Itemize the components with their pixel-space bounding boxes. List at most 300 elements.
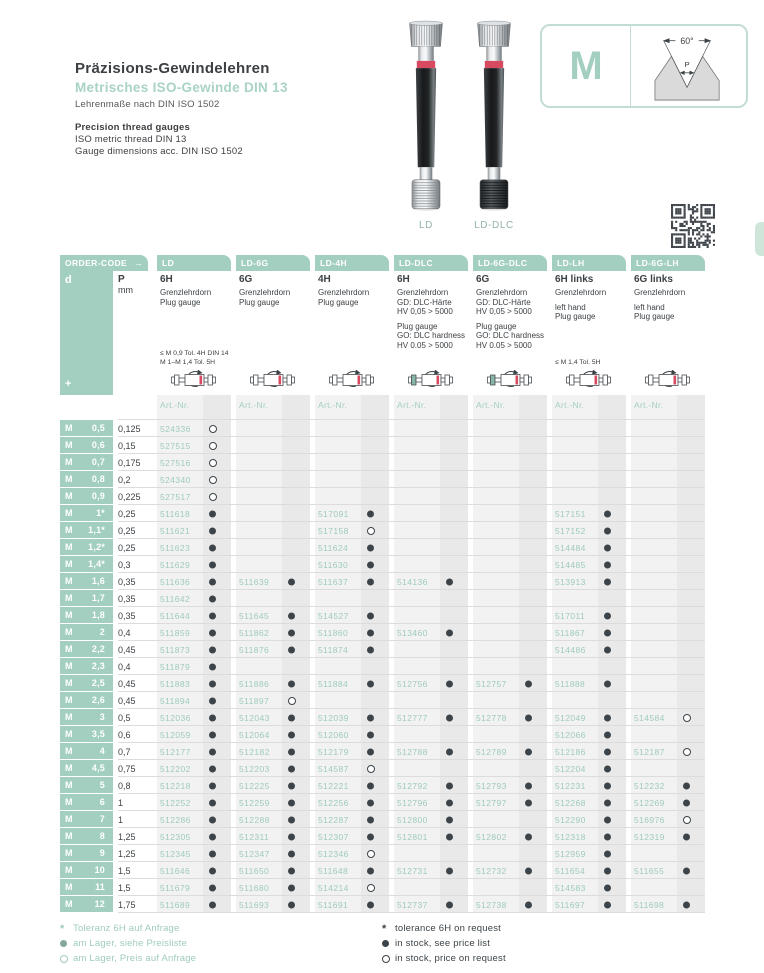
row-label: M 1,8 — [60, 607, 113, 623]
stock-indicator-filled — [604, 561, 611, 568]
art-nr-label: Art.-Nr. — [552, 395, 626, 420]
art-cell — [394, 590, 468, 607]
desc-line: GD: DLC-Härte — [397, 297, 452, 307]
stock-indicator-filled — [288, 748, 295, 755]
art-cell — [552, 522, 626, 539]
footnote — [60, 951, 196, 966]
art-cell — [157, 794, 231, 811]
art-cell — [552, 675, 626, 692]
asterisk-marker: * — [382, 922, 387, 935]
art-number: 512218 — [160, 780, 191, 791]
row-label: M 2,3 — [60, 658, 113, 674]
art-cell — [473, 454, 547, 471]
table-row — [60, 845, 710, 862]
plug-gauge-photo-ld — [397, 199, 455, 216]
art-cell — [236, 437, 310, 454]
stock-indicator-filled — [209, 867, 216, 874]
table-row — [60, 794, 710, 811]
table-row — [60, 811, 710, 828]
stock-indicator-filled — [604, 714, 611, 721]
stock-indicator-filled — [367, 816, 374, 823]
stock-indicator-filled — [367, 561, 374, 568]
pitch-value: 0,8 — [118, 780, 131, 791]
art-number: 512757 — [476, 678, 507, 689]
stock-indicator-filled — [525, 714, 532, 721]
art-number: 511621 — [160, 525, 191, 536]
art-cell — [236, 488, 310, 505]
table-description-row — [60, 271, 710, 395]
stock-indicator-filled — [446, 748, 453, 755]
art-cell — [631, 692, 705, 709]
art-cell — [552, 454, 626, 471]
art-cell — [631, 709, 705, 726]
art-number: 512036 — [160, 712, 191, 723]
desc-line: Plug gauge — [397, 321, 438, 331]
art-cell — [473, 641, 547, 658]
art-cell — [631, 556, 705, 573]
desc-line: Plug gauge — [239, 297, 280, 307]
art-cell — [157, 675, 231, 692]
stock-indicator-filled — [604, 816, 611, 823]
thread-symbol: M — [542, 26, 631, 106]
art-number: 513913 — [555, 576, 586, 587]
art-cell — [157, 590, 231, 607]
stock-indicator-filled — [604, 833, 611, 840]
art-cell — [631, 760, 705, 777]
art-number: 512789 — [476, 746, 507, 757]
art-number: 512756 — [397, 678, 428, 689]
diameter-label: d — [65, 274, 72, 286]
row-label: M 1,4* — [60, 556, 113, 572]
row-label: M 1,2* — [60, 539, 113, 555]
art-cell — [157, 488, 231, 505]
pitch-value: 0,45 — [118, 644, 136, 655]
art-number: 511873 — [160, 644, 191, 655]
row-label: M 0,6 — [60, 437, 113, 453]
stock-indicator-open — [209, 476, 217, 484]
art-number: 511862 — [239, 627, 270, 638]
stock-indicator-filled — [209, 595, 216, 602]
art-number: 511886 — [239, 678, 270, 689]
art-cell — [394, 488, 468, 505]
art-cell — [394, 573, 468, 590]
art-number: 512231 — [555, 780, 586, 791]
pitch-value: 1 — [118, 797, 124, 808]
art-number: 511654 — [555, 865, 586, 876]
art-number: 511884 — [318, 678, 349, 689]
pitch-value: 0,5 — [118, 712, 131, 723]
art-cell — [473, 811, 547, 828]
row-label: M 12 — [60, 896, 113, 912]
art-cell — [552, 760, 626, 777]
art-cell — [631, 488, 705, 505]
art-cell — [552, 811, 626, 828]
plug-gauge-icon — [566, 370, 612, 390]
stock-indicator-filled — [525, 901, 532, 908]
art-cell — [473, 726, 547, 743]
art-cell — [315, 556, 389, 573]
art-number: 511636 — [160, 576, 191, 587]
stock-indicator-filled — [683, 799, 690, 806]
desc-line: Grenzlehrdorn — [476, 288, 528, 297]
art-cell — [631, 437, 705, 454]
stock-indicator-filled — [367, 714, 374, 721]
gauge-label-ld: LD — [419, 220, 433, 231]
art-cell — [394, 828, 468, 845]
art-cell — [631, 811, 705, 828]
stock-indicator-open — [683, 816, 691, 824]
stock-indicator-filled — [604, 544, 611, 551]
footnote-text: in stock, price on request — [395, 953, 506, 964]
art-number: 524336 — [160, 423, 191, 434]
art-cell — [473, 607, 547, 624]
art-number: 512225 — [239, 780, 270, 791]
plug-gauge-icon — [171, 370, 217, 390]
row-label: M 2,5 — [60, 675, 113, 691]
art-cell — [631, 777, 705, 794]
stock-indicator-filled — [288, 884, 295, 891]
footnote-text: am Lager, siehe Preisliste — [73, 938, 187, 949]
row-label: M 1,1* — [60, 522, 113, 538]
column-desc-LD — [157, 271, 231, 395]
art-cell — [631, 879, 705, 896]
art-cell — [236, 420, 310, 437]
art-cell — [236, 879, 310, 896]
stock-indicator-filled — [525, 799, 532, 806]
art-cell — [394, 624, 468, 641]
stock-indicator-filled — [367, 578, 374, 585]
art-number: 512737 — [397, 899, 428, 910]
footnote-text: tolerance 6H on request — [395, 923, 501, 934]
plug-gauge-icon — [487, 370, 533, 390]
row-label: M 1,6 — [60, 573, 113, 589]
pitch-value: 0,35 — [118, 610, 136, 621]
art-cell — [552, 658, 626, 675]
art-cell — [631, 726, 705, 743]
footnote — [382, 921, 506, 936]
filled-dot-marker — [382, 940, 395, 947]
art-cell — [157, 726, 231, 743]
art-number: 511876 — [239, 644, 270, 655]
art-cell — [631, 522, 705, 539]
art-cell — [473, 420, 547, 437]
stock-indicator-filled — [367, 629, 374, 636]
art-cell — [552, 573, 626, 590]
art-cell — [315, 760, 389, 777]
art-number: 511860 — [318, 627, 349, 638]
stock-indicator-filled — [288, 867, 295, 874]
stock-indicator-open — [288, 697, 296, 705]
art-number: 511894 — [160, 695, 191, 706]
column-desc-LD-6G-LH — [631, 271, 705, 395]
tolerance-label: 6H — [397, 274, 410, 285]
stock-indicator-filled — [209, 697, 216, 704]
stock-indicator-filled — [525, 680, 532, 687]
footnote-text: am Lager, Preis auf Anfrage — [73, 953, 197, 964]
art-number: 512182 — [239, 746, 270, 757]
table-body — [60, 420, 710, 913]
art-number: 512049 — [555, 712, 586, 723]
order-code-bar — [60, 255, 148, 271]
stock-indicator-filled — [288, 901, 295, 908]
stock-indicator-open — [367, 527, 375, 535]
art-cell — [552, 794, 626, 811]
stock-indicator-filled — [367, 833, 374, 840]
row-label: M 8 — [60, 828, 113, 844]
tolerance-note: ≤ M 1,4 Tol. 5H — [555, 358, 601, 366]
pitch-value: 0,45 — [118, 678, 136, 689]
art-number: 511618 — [160, 508, 191, 519]
stock-indicator-filled — [209, 612, 216, 619]
stock-indicator-filled — [288, 731, 295, 738]
art-nr-label: Art.-Nr. — [394, 395, 468, 420]
art-cell — [157, 420, 231, 437]
art-cell — [473, 675, 547, 692]
art-cell — [473, 743, 547, 760]
column-header-LD-6G-DLC: LD-6G-DLC — [473, 255, 547, 271]
art-number: 512187 — [634, 746, 665, 757]
table-row — [60, 488, 710, 505]
art-cell — [631, 420, 705, 437]
stock-indicator-filled — [446, 782, 453, 789]
art-nr-label: Art.-Nr. — [631, 395, 705, 420]
art-cell — [315, 777, 389, 794]
stock-indicator-filled — [604, 510, 611, 517]
art-number: 512259 — [239, 797, 270, 808]
profile-angle-label: 60° — [679, 36, 694, 47]
art-cell — [315, 862, 389, 879]
stock-indicator-filled — [209, 850, 216, 857]
stock-indicator-filled — [209, 680, 216, 687]
art-number: 511867 — [555, 627, 586, 638]
row-label: M 11 — [60, 879, 113, 895]
art-number: 511689 — [160, 899, 191, 910]
table-row — [60, 828, 710, 845]
art-cell — [394, 522, 468, 539]
row-label: M 7 — [60, 811, 113, 827]
art-number: 514485 — [555, 559, 586, 570]
stock-indicator-filled — [288, 680, 295, 687]
stock-indicator-filled — [446, 816, 453, 823]
thread-profile-diagram — [638, 30, 740, 102]
art-number: 512202 — [160, 763, 191, 774]
art-number: 512288 — [239, 814, 270, 825]
art-number: 512788 — [397, 746, 428, 757]
art-cell — [315, 624, 389, 641]
stock-indicator-filled — [288, 612, 295, 619]
stock-indicator-filled — [446, 867, 453, 874]
art-cell — [236, 658, 310, 675]
pitch-value: 1,25 — [118, 831, 136, 842]
art-cell — [315, 607, 389, 624]
art-cell — [315, 420, 389, 437]
art-cell — [236, 522, 310, 539]
art-cell — [394, 743, 468, 760]
art-cell — [394, 675, 468, 692]
pitch-value: 1 — [118, 814, 124, 825]
table-row — [60, 437, 710, 454]
art-cell — [157, 641, 231, 658]
art-cell — [315, 471, 389, 488]
art-number: 511879 — [160, 661, 191, 672]
table-row — [60, 726, 710, 743]
pitch-value: 0,35 — [118, 576, 136, 587]
art-number: 512793 — [476, 780, 507, 791]
page-title-de: Präzisions-Gewindelehren — [75, 60, 270, 77]
desc-line: GO: DLC hardness — [476, 331, 545, 340]
art-cell — [631, 743, 705, 760]
row-label: M 2 — [60, 624, 113, 640]
stock-indicator-filled — [367, 782, 374, 789]
desc-line: left hand — [634, 302, 665, 312]
art-number: 511623 — [160, 542, 191, 553]
table-row — [60, 556, 710, 573]
page-subtitle-de: Metrisches ISO-Gewinde DIN 13 — [75, 80, 288, 95]
stock-indicator-filled — [209, 782, 216, 789]
art-number: 512778 — [476, 712, 507, 723]
footnote — [382, 936, 506, 951]
stock-indicator-filled — [446, 833, 453, 840]
table-row — [60, 862, 710, 879]
qr-code — [671, 204, 715, 253]
art-cell — [157, 624, 231, 641]
art-cell — [315, 828, 389, 845]
art-number: 511897 — [239, 695, 270, 706]
art-cell — [552, 692, 626, 709]
art-cell — [236, 641, 310, 658]
art-cell — [473, 505, 547, 522]
pitch-value: 0,2 — [118, 474, 131, 485]
pitch-value: 0,175 — [118, 457, 141, 468]
art-cell — [315, 879, 389, 896]
page-subtitle-en: ISO metric thread DIN 13 — [75, 134, 187, 145]
stock-indicator-filled — [367, 646, 374, 653]
asterisk-marker: * — [60, 922, 65, 935]
art-cell — [157, 777, 231, 794]
tolerance-label: 6G — [239, 274, 253, 285]
stock-indicator-filled — [604, 799, 611, 806]
art-number: 511691 — [318, 899, 349, 910]
table-row — [60, 777, 710, 794]
pitch-value: 0,45 — [118, 695, 136, 706]
art-cell — [394, 420, 468, 437]
column-header-LD-DLC: LD-DLC — [394, 255, 468, 271]
art-number: 511630 — [318, 559, 349, 570]
art-number: 512186 — [555, 746, 586, 757]
art-number: 511680 — [239, 882, 270, 893]
stock-indicator-filled — [446, 578, 453, 585]
tolerance-label: 6H — [160, 274, 173, 285]
tolerance-label: 6G — [476, 274, 490, 285]
art-cell — [157, 862, 231, 879]
diameter-header-cell — [60, 271, 113, 395]
art-cell — [157, 743, 231, 760]
art-cell — [473, 658, 547, 675]
art-cell — [552, 471, 626, 488]
art-number: 512732 — [476, 865, 507, 876]
art-number: 511888 — [555, 678, 586, 689]
row-label: M 0,9 — [60, 488, 113, 504]
pitch-value: 0,25 — [118, 542, 136, 553]
art-cell — [315, 488, 389, 505]
art-cell — [631, 641, 705, 658]
open-dot-marker — [60, 955, 73, 963]
art-cell — [394, 437, 468, 454]
art-number: 527515 — [160, 440, 191, 451]
art-cell — [394, 641, 468, 658]
stock-indicator-filled — [288, 816, 295, 823]
art-cell — [157, 437, 231, 454]
stock-indicator-filled — [209, 799, 216, 806]
art-nr-label: Art.-Nr. — [473, 395, 547, 420]
art-number: 511698 — [634, 899, 665, 910]
art-number: 512286 — [160, 814, 191, 825]
column-header-LD-LH: LD-LH — [552, 255, 626, 271]
stock-indicator-filled — [604, 629, 611, 636]
art-cell — [552, 845, 626, 862]
stock-indicator-filled — [525, 867, 532, 874]
row-label: M 2,2 — [60, 641, 113, 657]
stock-indicator-open — [209, 442, 217, 450]
page-note-de: Lehrenmaße nach DIN ISO 1502 — [75, 99, 220, 110]
art-cell — [236, 811, 310, 828]
stock-indicator-filled — [604, 646, 611, 653]
pitch-value: 0,4 — [118, 661, 131, 672]
art-cell — [157, 607, 231, 624]
art-cell — [631, 505, 705, 522]
art-number: 512797 — [476, 797, 507, 808]
pitch-value: 0,7 — [118, 746, 131, 757]
table-header-bars — [60, 255, 710, 271]
table-row — [60, 692, 710, 709]
art-cell — [157, 896, 231, 913]
art-number: 511637 — [318, 576, 349, 587]
art-number: 511639 — [239, 576, 270, 587]
art-cell — [236, 505, 310, 522]
stock-indicator-filled — [209, 527, 216, 534]
stock-indicator-filled — [288, 646, 295, 653]
desc-line: HV 0,05 > 5000 — [397, 307, 453, 316]
stock-indicator-filled — [209, 884, 216, 891]
desc-line: Plug gauge — [318, 297, 359, 307]
art-cell — [157, 709, 231, 726]
stock-indicator-filled — [604, 850, 611, 857]
art-number: 511648 — [318, 865, 349, 876]
row-label: M 4 — [60, 743, 113, 759]
art-cell — [631, 607, 705, 624]
art-number: 512347 — [239, 848, 270, 859]
stock-indicator-filled — [604, 782, 611, 789]
art-nr-label: Art.-Nr. — [236, 395, 310, 420]
art-number: 512064 — [239, 729, 270, 740]
art-cell — [394, 658, 468, 675]
art-cell — [236, 590, 310, 607]
plug-gauge-icon — [645, 370, 691, 390]
pitch-value: 0,25 — [118, 508, 136, 519]
stock-indicator-filled — [604, 731, 611, 738]
pitch-value: 1,75 — [118, 899, 136, 910]
art-cell — [552, 743, 626, 760]
art-cell — [473, 522, 547, 539]
stock-indicator-filled — [209, 510, 216, 517]
stock-indicator-filled — [446, 799, 453, 806]
desc-line: Grenzlehrdorn — [555, 288, 607, 297]
art-cell — [552, 556, 626, 573]
art-cell — [157, 879, 231, 896]
art-cell — [315, 811, 389, 828]
art-number: 513460 — [397, 627, 428, 638]
art-cell — [157, 828, 231, 845]
